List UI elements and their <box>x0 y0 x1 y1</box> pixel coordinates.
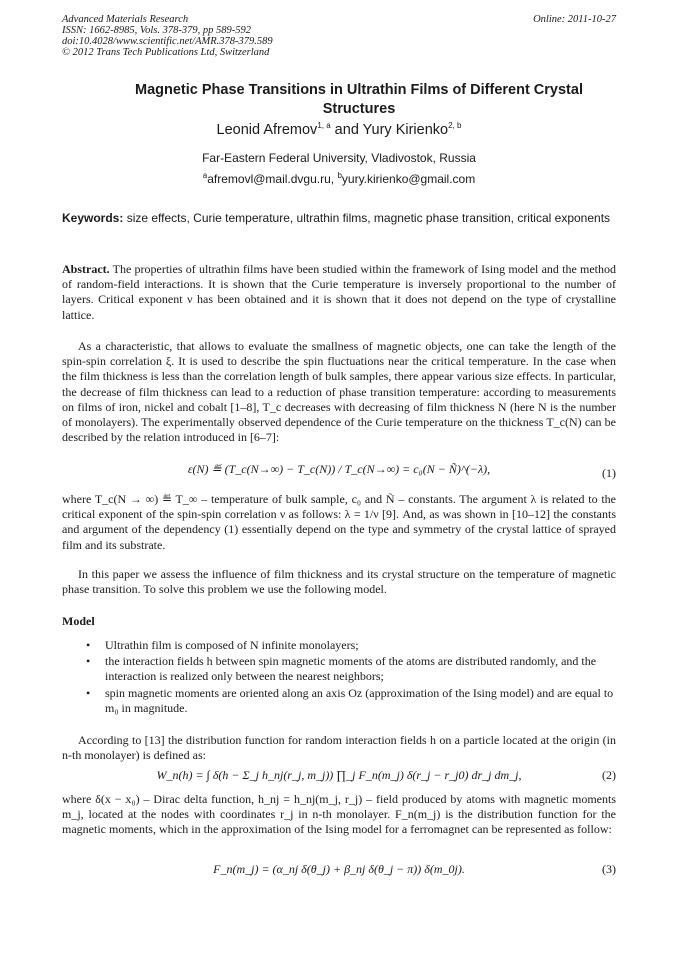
email-mark: b <box>337 171 342 180</box>
issn-line: ISSN: 1662-8985, Vols. 378-379, pp 589-592 <box>62 25 251 36</box>
author-name: Leonid Afremov <box>216 122 318 138</box>
bullet-icon: • <box>86 654 91 669</box>
journal-name: Advanced Materials Research <box>62 14 189 25</box>
keywords-text: size effects, Curie temperature, ultrathin films, magnetic phase transition, critical exponents <box>123 211 611 225</box>
doi-line: doi:10.4028/www.scientific.net/AMR.378-379.589 <box>62 36 273 47</box>
author-name: Yury Kirienko <box>362 122 449 138</box>
paragraph-constants: where T_c(N → ∞) ≝ T_∞ – temperature of bulk sample, c₀ and Ñ – constants. The argument λ is related to the critical exponent of the spin-spin correlation ν as follows: λ = 1/ν [9]. And, as was shown in [10–12] the constants and argument of the dependency (1) essentially depend on the type and symmetry of the crystal lattice of sprayed film and its substrate. <box>62 492 616 552</box>
list-item-text: Ultrathin film is composed of N infinite monolayers; <box>105 638 359 652</box>
equation-number: (2) <box>602 768 616 782</box>
paragraph-delta: where δ(x − x₀) – Dirac delta function, h_nj = h_nj(m_j, r_j) – field produced by atoms with magnetic moments m_j, located at the nodes with coordinates r_j in n-th monolayer. F_n(m_j) is the distribution function for the magnetic moments, which in the approximation of the Ising model for a ferromagnet can be represented as follow: <box>62 792 616 837</box>
abstract <box>62 262 616 323</box>
journal-header <box>62 14 273 58</box>
email-line <box>62 172 616 186</box>
equation-number: (1) <box>602 466 616 480</box>
author-affil-mark: 1, a <box>317 121 331 131</box>
equation-2: W_n(h) = ∫ δ(h − Σ_j h_nj(r_j, m_j)) ∏_j F_n(m_j) δ(r_j − r_j0) dr_j dm_j, <box>156 768 522 782</box>
list-item-text: the interaction fields h between spin magnetic moments of the atoms are distributed randomly, and the interaction is realized only between the nearest neighbors; <box>105 654 597 684</box>
list-item <box>86 654 616 684</box>
author-affil-mark: 2, b <box>448 121 462 131</box>
bullet-icon: • <box>86 685 91 700</box>
section-heading-model: Model <box>62 614 95 628</box>
copyright-line: © 2012 Trans Tech Publications Ltd, Switzerland <box>62 47 270 58</box>
keywords <box>62 211 616 226</box>
list-item-text: spin magnetic moments are oriented along an axis Oz (approximation of the Ising model) and are equal to m₀ in magnitude. <box>105 685 614 715</box>
list-item <box>86 638 616 653</box>
email-address: afremovl@mail.dvgu.ru, <box>207 172 338 186</box>
list-item <box>86 686 616 716</box>
author-line <box>62 122 616 138</box>
equation-1: ε(N) ≝ (T_c(N→∞) − T_c(N)) / T_c(N→∞) = c₀(N − Ñ)^(−λ), <box>187 462 491 476</box>
bullet-icon: • <box>86 638 91 652</box>
equation-number: (3) <box>602 862 616 876</box>
model-assumptions-list <box>86 638 616 717</box>
online-date: Online: 2011-10-27 <box>533 14 616 25</box>
email-address: yury.kirienko@gmail.com <box>341 172 476 186</box>
paragraph-intro: As a characteristic, that allows to evaluate the smallness of magnetic objects, one can take the length of the spin-spin correlation ξ. It is used to describe the spin fluctuations near the critical temperature. In the case when the film thickness is less than the correlation length of bulk samples, there appear various size effects. In particular, the decrease of film thickness can lead to a reduction of phase transition temperature: according to measurements on films of iron, nickel and cobalt [1–8], T_c decreases with decreasing of film thickness N (here N is the number of monolayers). The experimentally observed dependence of the Curie temperature on the thickness T_c(N) can be described by the relation introduced in [6–7]: <box>62 339 616 445</box>
abstract-text: The properties of ultrathin films have been studied within the framework of Ising model and the method of random-field interactions. It is shown that the Curie temperature is inversely proportional to the number of layers. Critical exponent ν has been obtained and it is shown that it does not depend on the type of crystalline lattice. <box>62 262 616 322</box>
author-conjunction: and <box>330 122 363 138</box>
paper-title: Magnetic Phase Transitions in Ultrathin Films of Different Crystal Structures <box>135 82 583 117</box>
paragraph-distribution: According to [13] the distribution function for random interaction fields h on a particle located at the origin (in n-th monolayer) is defined as: <box>62 733 616 763</box>
email-mark: a <box>202 171 208 180</box>
abstract-label: Abstract. <box>62 262 110 276</box>
affiliation: Far-Eastern Federal University, Vladivostok, Russia <box>202 151 476 165</box>
paragraph-aim: In this paper we assess the influence of film thickness and its crystal structure on the temperature of magnetic phase transition. To solve this problem we use the following model. <box>62 567 616 597</box>
equation-3: F_n(m_j) = (α_nj δ(θ_j) + β_nj δ(θ_j − π)) δ(m_0j). <box>213 862 465 876</box>
keywords-label: Keywords: <box>62 211 124 225</box>
